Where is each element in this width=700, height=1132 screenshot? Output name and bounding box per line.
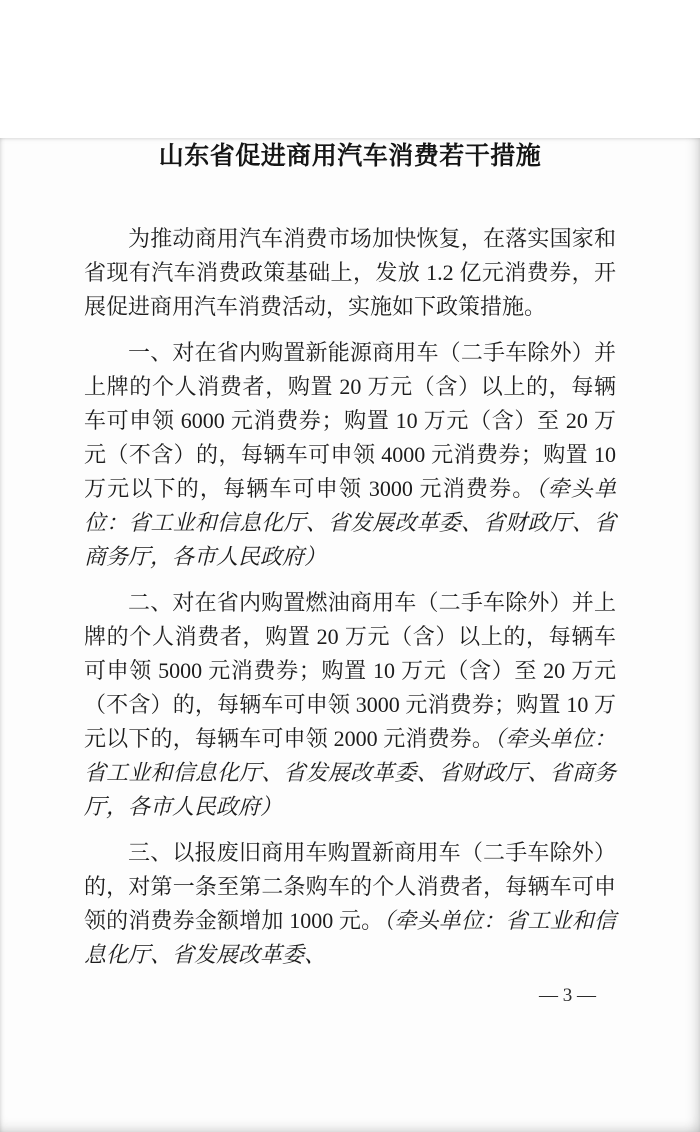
measure-2-lead-units: （牵头单位：省工业和信息化厅、省发展改革委、省财政厅、省商务厅，各市人民政府）	[84, 726, 616, 819]
intro-paragraph	[84, 222, 616, 324]
measure-3-lead-units: （牵头单位：省工业和信息化厅、省发展改革委、	[84, 908, 616, 967]
document-title: 山东省促进商用汽车消费若干措施	[158, 143, 542, 170]
page-number: — 3 —	[539, 985, 596, 1006]
measure-1-lead-units: （牵头单位：省工业和信息化厅、省发展改革委、省财政厅、省商务厅，各市人民政府）	[84, 476, 616, 569]
document-body	[84, 222, 616, 972]
measure-2-text: 二、对在省内购置燃油商用车（二手车除外）并上牌的个人消费者，购置 20 万元（含）以上的，每辆车可申领 5000 元消费券；购置 10 万元（含）至 20 万元（不含）的，每辆车可申领 3000 元消费券；购置 10 万元以下的，每辆车可申领 2000 元消费券。	[84, 590, 616, 751]
measure-1-text: 一、对在省内购置新能源商用车（二手车除外）并上牌的个人消费者，购置 20 万元（含）以上的，每辆车可申领 6000 元消费券；购置 10 万元（含）至 20 万元（不含）的，每辆车可申领 4000 元消费券；购置 10 万元以下的，每辆车可申领 3000 元消费券。	[84, 340, 616, 501]
measure-2-paragraph	[84, 586, 616, 824]
document-page	[0, 138, 700, 1132]
measure-1-paragraph	[84, 336, 616, 574]
measure-3-paragraph	[84, 836, 616, 972]
intro-text: 为推动商用汽车消费市场加快恢复，在落实国家和省现有汽车消费政策基础上，发放 1.2 亿元消费券，开展促进商用汽车消费活动，实施如下政策措施。	[84, 226, 616, 319]
measure-3-text: 三、以报废旧商用车购置新商用车（二手车除外）的，对第一条至第二条购车的个人消费者，每辆车可申领的消费券金额增加 1000 元。	[84, 840, 616, 933]
